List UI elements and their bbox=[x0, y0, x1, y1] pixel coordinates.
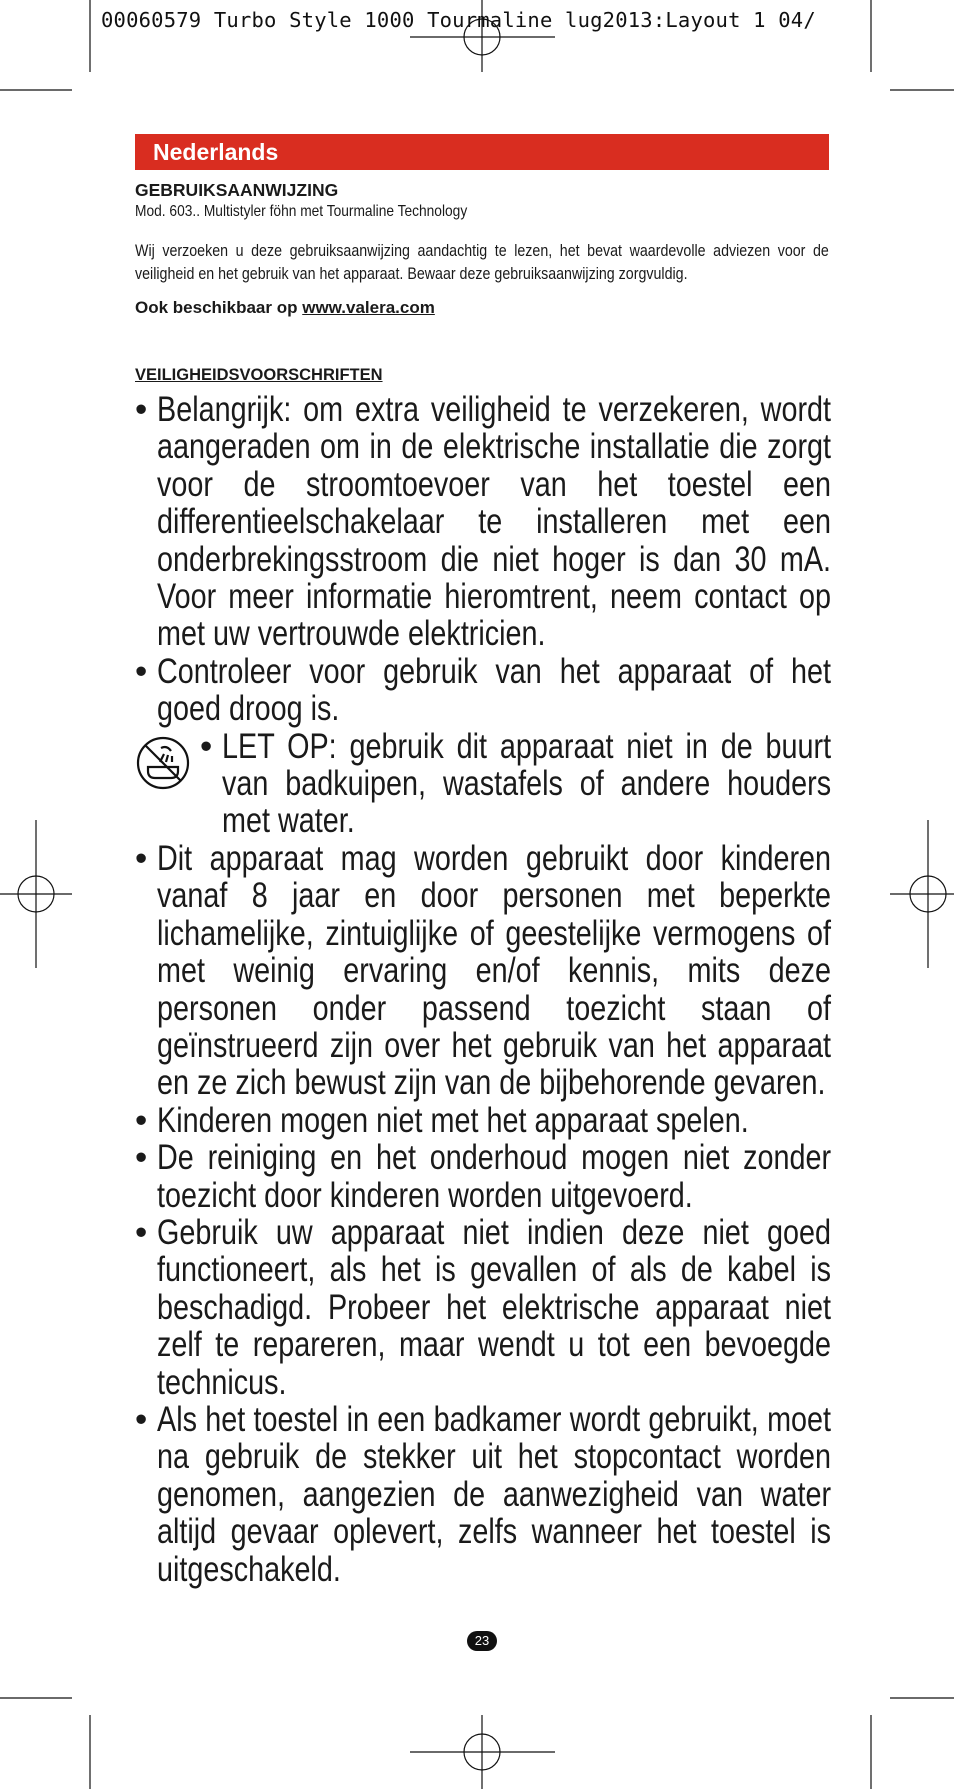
bullet: • bbox=[135, 1138, 148, 1178]
list-item-text: Gebruik uw apparaat niet indien deze niet goed functioneert, als het is gevallen of als de kabel is beschadigd. Probeer het elektrische apparaat niet zelf te repareren, maar wendt u tot een bevoegde technicus. bbox=[157, 1212, 832, 1402]
manual-page bbox=[135, 134, 832, 1589]
safety-heading: VEILIGHEIDSVOORSCHRIFTEN bbox=[135, 366, 383, 384]
safety-list bbox=[135, 390, 832, 1589]
website-link[interactable]: www.valera.com bbox=[302, 298, 435, 317]
no-water-bath-icon bbox=[134, 734, 192, 792]
list-item-text: Dit apparaat mag worden gebruikt door kinderen vanaf 8 jaar en door personen met beperkte lichamelijke, zintuiglijke of geestelijke vermogens of met weinig ervaring en/of kennis, mits deze personen onder passend toezicht staan of geïnstrueerd zijn over het gebruik van het apparaat en ze zich bewust zijn van de bijbehorende gevaren. bbox=[157, 838, 832, 1103]
list-item bbox=[135, 1102, 829, 1139]
bullet: • bbox=[135, 1212, 148, 1252]
list-item bbox=[135, 651, 832, 729]
list-item bbox=[135, 1212, 832, 1402]
list-item-text: Kinderen mogen niet met het apparaat spelen. bbox=[157, 1100, 749, 1140]
list-item bbox=[135, 390, 832, 654]
bullet: • bbox=[135, 1399, 148, 1439]
list-item bbox=[135, 1399, 832, 1589]
availability-prefix: Ook beschikbaar op bbox=[135, 298, 303, 317]
language-banner: Nederlands bbox=[135, 134, 829, 170]
intro-paragraph: Wij verzoeken u deze gebruiksaanwijzing aandachtig te lezen, het bevat waardevolle adviezen voor de veiligheid en het gebruik van het apparaat. Bewaar deze gebruiksaanwijzing zorgvuldig. bbox=[135, 242, 829, 283]
bullet: • bbox=[135, 1100, 148, 1140]
print-slug: 00060579 Turbo Style 1000 Tourmaline lug2013:Layout 1 04/ bbox=[101, 8, 816, 32]
availability-line bbox=[135, 298, 829, 318]
manual-heading: GEBRUIKSAANWIJZING bbox=[135, 180, 339, 200]
bullet: • bbox=[200, 726, 213, 766]
bullet: • bbox=[135, 651, 148, 691]
list-item-text: Belangrijk: om extra veiligheid te verzekeren, wordt aangeraden om in de elektrische installatie die zorgt voor de stroomtoevoer van het toestel een differentieelschakelaar te installeren met een onderbrekingsstroom die niet hoger is dan 30 mA. Voor meer informatie hieromtrent, neem contact op met uw vertrouwde elektricien. bbox=[157, 390, 832, 654]
list-item-warning bbox=[135, 726, 832, 841]
list-item-text: Controleer voor gebruik van het apparaat of het goed droog is. bbox=[157, 651, 832, 729]
bullet: • bbox=[135, 838, 148, 878]
bullet: • bbox=[135, 390, 148, 429]
list-item-text: LET OP: gebruik dit apparaat niet in de buurt van badkuipen, wastafels of andere houders met water. bbox=[222, 726, 832, 841]
model-line: Mod. 603.. Multistyler föhn met Tourmaline Technology bbox=[135, 203, 468, 220]
list-item-text: Als het toestel in een badkamer wordt gebruikt, moet na gebruik de stekker uit het stopcontact worden genomen, aangezien de aanwezigheid van water altijd gevaar oplevert, zelfs wanneer het toestel is uitgeschakeld. bbox=[157, 1399, 832, 1589]
list-item bbox=[135, 1138, 832, 1215]
list-item bbox=[135, 838, 832, 1103]
page-number: 23 bbox=[467, 1631, 497, 1651]
list-item-text: De reiniging en het onderhoud mogen niet zonder toezicht door kinderen worden uitgevoerd. bbox=[157, 1138, 832, 1215]
